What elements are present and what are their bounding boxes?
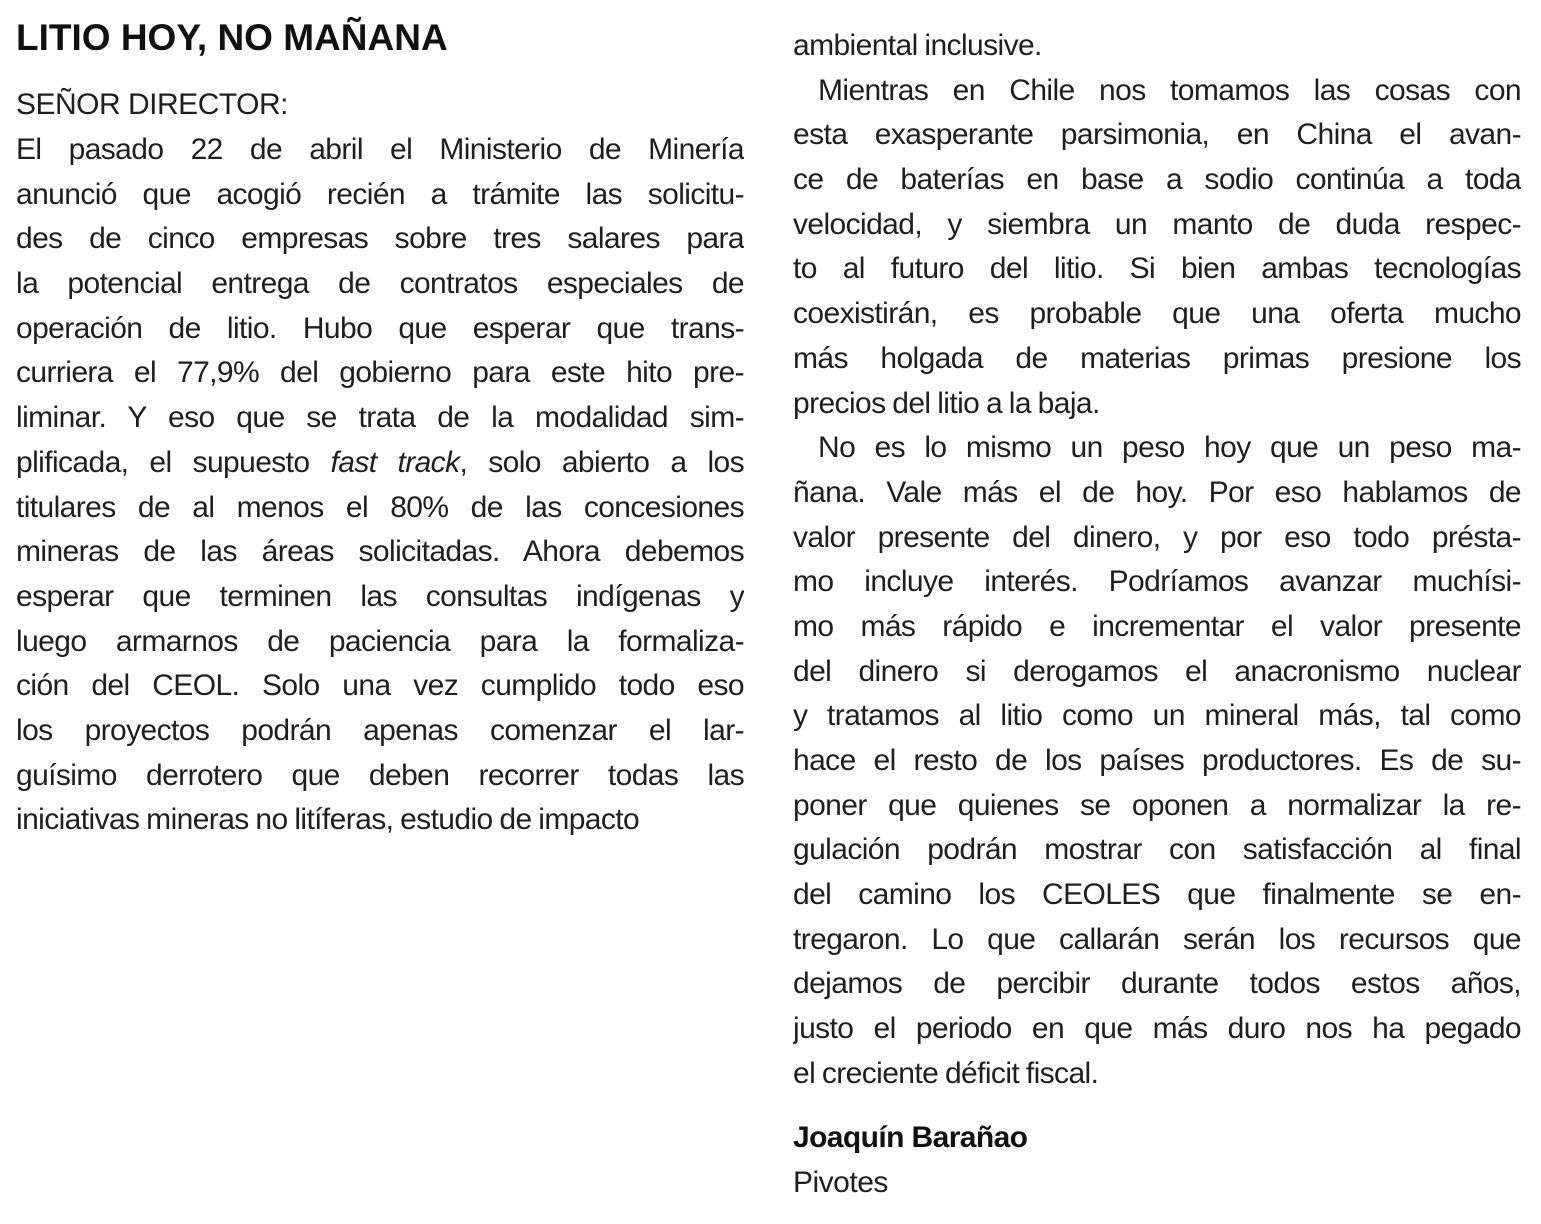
text-line: ñana. Vale más el de hoy. Por eso hablamos de <box>793 475 1521 509</box>
text-line: dejamos de percibir durante todos estos años, <box>793 967 1521 1001</box>
text-line: poner que quienes se oponen a normalizar la re- <box>793 788 1521 822</box>
text-line: gulación podrán mostrar con satisfacción al final <box>793 833 1521 867</box>
text-line: ce de baterías en base a sodio continúa a toda <box>793 163 1521 197</box>
headline: LITIO HOY, NO MAÑANA <box>16 17 448 58</box>
text-line: des de cinco empresas sobre tres salares para <box>16 222 744 256</box>
text-line: hace el resto de los países productores. Es de su- <box>793 744 1521 777</box>
text-line: mo incluye interés. Podríamos avanzar muchísi- <box>793 565 1521 599</box>
text-line: mo más rápido e incrementar el valor presente <box>793 609 1521 643</box>
salutation: SEÑOR DIRECTOR: <box>16 88 288 121</box>
text-line: precios del litio a la baja. <box>793 386 1100 420</box>
text-line: del dinero si derogamos el anacronismo nuclear <box>793 654 1521 688</box>
text-line: El pasado 22 de abril el Ministerio de Minería <box>16 133 744 166</box>
text-line: más holgada de materias primas presione los <box>793 341 1521 375</box>
text-line: velocidad, y siembra un manto de duda respec- <box>793 207 1521 241</box>
text-line: y tratamos al litio como un mineral más, tal como <box>793 699 1521 733</box>
text-line: curriera el 77,9% del gobierno para este hito pre- <box>16 356 744 390</box>
text-line: guísimo derrotero que deben recorrer todas las <box>16 758 744 792</box>
text-line: No es lo mismo un peso hoy que un peso ma- <box>818 431 1521 465</box>
text-line: titulares de al menos el 80% de las concesiones <box>16 490 744 524</box>
text-line: coexistirán, es probable que una oferta mucho <box>793 297 1521 331</box>
italic-phrase: fast track <box>330 445 460 479</box>
text-line: la potencial entrega de contratos especiales de <box>16 267 744 301</box>
text-line: plificada, el supuesto fast track, solo abierto a los <box>16 445 744 479</box>
text-line: esta exasperante parsimonia, en China el avan- <box>793 118 1521 152</box>
text-line: esperar que terminen las consultas indígenas y <box>16 579 744 613</box>
text-line: operación de litio. Hubo que esperar que trans- <box>16 311 744 345</box>
left-column-text <box>16 128 744 843</box>
text-line: el creciente déficit fiscal. <box>793 1056 1099 1090</box>
text-line: liminar. Y eso que se trata de la modalidad sim- <box>16 401 744 435</box>
text-line: luego armarnos de paciencia para la formaliza- <box>16 624 744 658</box>
text-line: justo el periodo en que más duro nos ha pegado <box>793 1012 1521 1046</box>
text-line: ción del CEOL. Solo una vez cumplido todo eso <box>16 669 744 703</box>
text-line: tregaron. Lo que callarán serán los recursos que <box>793 922 1521 956</box>
text-line: valor presente del dinero, y por eso todo présta- <box>793 520 1521 554</box>
text-line: Mientras en Chile nos tomamos las cosas con <box>818 73 1521 107</box>
text-line: los proyectos podrán apenas comenzar el lar- <box>16 713 744 747</box>
signature-name: Joaquín Barañao <box>793 1121 1028 1154</box>
text-line: del camino los CEOLES que finalmente se en- <box>793 878 1521 912</box>
right-column-text <box>793 24 1521 1097</box>
text-line: to al futuro del litio. Si bien ambas tecnologías <box>793 252 1521 286</box>
signature-affiliation: Pivotes <box>793 1166 888 1199</box>
text-line: iniciativas mineras no litíferas, estudio de impacto <box>16 803 640 837</box>
text-line: ambiental inclusive. <box>793 29 1042 62</box>
text-line: mineras de las áreas solicitadas. Ahora debemos <box>16 535 744 569</box>
text-line: anunció que acogió recién a trámite las solicitu- <box>16 177 744 211</box>
